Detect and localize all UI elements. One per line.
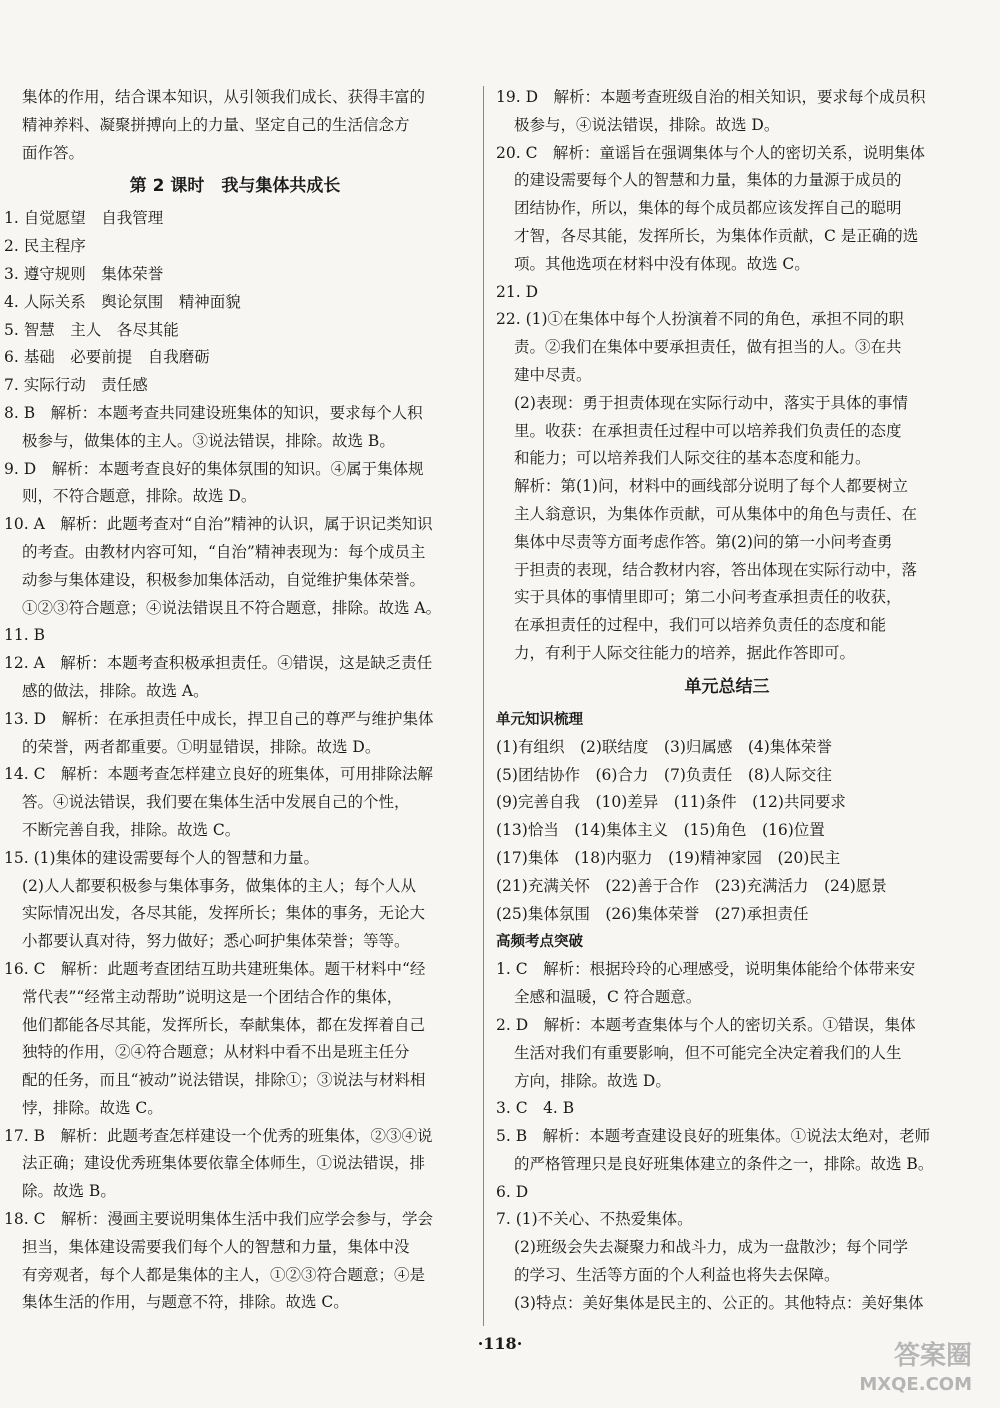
answer-line: 集体生活的作用，与题意不符，排除。故选 C。	[22, 1293, 349, 1312]
answer-line: 的严格管理只是良好班集体建立的条件之一，排除。故选 B。	[514, 1154, 934, 1173]
answer-line: 答。④说法错误，我们要在集体生活中发展自己的个性，	[22, 793, 410, 812]
left-column	[4, 84, 466, 1317]
answer-line: 生活对我们有重要影响，但不可能完全决定着我们的人生	[514, 1043, 902, 1062]
answer-line: 常代表”“经常主动帮助”说明这是一个团结合作的集体，	[22, 987, 403, 1006]
section-heading: 单元总结三	[684, 676, 770, 697]
answer-line: (9)完善自我 (10)差异 (11)条件 (12)共同要求	[496, 793, 846, 812]
answer-line: 8. B 解析：本题考查共同建设班集体的知识，要求每个人积	[4, 403, 423, 422]
answer-line: (17)集体 (18)内驱力 (19)精神家园 (20)民主	[496, 848, 841, 867]
answer-line: 在承担责任的过程中，我们可以培养负责任的态度和能	[514, 616, 887, 635]
answer-line: 2. D 解析：本题考查集体与个人的密切关系。①错误，集体	[496, 1015, 916, 1034]
answer-line: 的学习、生活等方面的个人利益也将失去保障。	[514, 1266, 840, 1285]
subsection-heading: 单元知识梳理	[496, 711, 583, 728]
answer-line: 22. (1)①在集体中每个人扮演着不同的角色，承担不同的职	[496, 310, 905, 329]
answer-line: 14. C 解析：本题考查怎样建立良好的班集体，可用排除法解	[4, 765, 433, 784]
answer-line: 动参与集体建设，积极参加集体活动，自觉维护集体荣誉。	[22, 570, 426, 589]
answer-line: 精神养料、凝聚拼搏向上的力量、坚定自己的生活信念方	[22, 115, 410, 134]
answer-line: 18. C 解析：漫画主要说明集体生活中我们应学会参与，学会	[4, 1210, 433, 1229]
answer-line: 于担责的表现，结合教材内容，答出体现在实际行动中，落	[514, 560, 918, 579]
answer-line: 配的任务，而且“被动”说法错误，排除①；③说法与材料相	[22, 1071, 426, 1090]
answer-line: 感的做法，排除。故选 A。	[22, 681, 209, 700]
answer-line: 面作答。	[22, 143, 85, 162]
answer-line: 里。收获：在承担责任过程中可以培养我们负责任的态度	[514, 421, 902, 440]
answer-line: 5. 智慧 主人 各尽其能	[4, 320, 179, 339]
answer-line: 方向，排除。故选 D。	[514, 1071, 671, 1090]
answer-line: 极参与，④说法错误，排除。故选 D。	[514, 115, 780, 134]
answer-line: 极参与，做集体的主人。③说法错误，排除。故选 B。	[22, 431, 395, 450]
answer-line: 16. C 解析：此题考查团结互助共建班集体。题干材料中“经	[4, 959, 426, 978]
answer-line: 的荣誉，两者都重要。①明显错误，排除。故选 D。	[22, 737, 381, 756]
answer-line: 全感和温暖，C 符合题意。	[514, 988, 702, 1007]
answer-line: 12. A 解析：本题考查积极承担责任。④错误，这是缺乏责任	[4, 654, 433, 673]
answer-line: 则，不符合题意，排除。故选 D。	[22, 487, 257, 506]
answer-line: 和能力；可以培养我们人际交往的基本态度和能力。	[514, 449, 871, 468]
answer-line: 小都要认真对待，努力做好；悉心呵护集体荣誉；等等。	[22, 932, 410, 951]
answer-line: 实际情况出发，各尽其能，发挥所长；集体的事务，无论大	[22, 904, 426, 923]
subsection-heading: 高频考点突破	[496, 934, 583, 951]
answer-line: 1. C 解析：根据玲玲的心理感受，说明集体能给个体带来安	[496, 960, 916, 979]
answer-line: (2)人人都要积极参与集体事务，做集体的主人；每个人从	[22, 876, 416, 895]
answer-line: 11. B	[4, 626, 45, 645]
answer-line: 有旁观者，每个人都是集体的主人，①②③符合题意；④是	[22, 1265, 426, 1284]
watermark-bottom: MXQE.COM	[859, 1374, 972, 1395]
answer-line: 2. 民主程序	[4, 237, 86, 256]
answer-line: 独特的作用，②④符合题意；从材料中看不出是班主任分	[22, 1043, 410, 1062]
section-heading: 第 2 课时 我与集体共成长	[129, 176, 341, 197]
answer-line: 13. D 解析：在承担责任中成长，捍卫自己的尊严与维护集体	[4, 709, 434, 728]
answer-line: 10. A 解析：此题考查对“自治”精神的认识，属于识记类知识	[4, 515, 433, 534]
answer-line: 集体的作用，结合课本知识，从引领我们成长、获得丰富的	[22, 88, 426, 106]
answer-line: 解析：第(1)问，材料中的画线部分说明了每个人都要树立	[514, 477, 908, 496]
answer-line: 实于具体的事情里即可；第二小问考查承担责任的收获，	[514, 588, 902, 607]
answer-line: 9. D 解析：本题考查良好的集体氛围的知识。④属于集体规	[4, 459, 424, 478]
answer-line: 担当，集体建设需要我们每个人的智慧和力量，集体中没	[22, 1237, 410, 1256]
answer-line: ①②③符合题意；④说法错误且不符合题意，排除。故选 A。	[22, 598, 442, 617]
answer-line: (13)恰当 (14)集体主义 (15)角色 (16)位置	[496, 821, 825, 840]
answer-line: 20. C 解析：童谣旨在强调集体与个人的密切关系，说明集体	[496, 143, 925, 162]
answer-line: 7. (1)不关心、不热爱集体。	[496, 1210, 693, 1229]
answer-line: 7. 实际行动 责任感	[4, 376, 148, 395]
answer-line: (3)特点：美好集体是民主的、公正的。其他特点：美好集体	[514, 1293, 924, 1312]
answer-line: 3. 遵守规则 集体荣誉	[4, 264, 164, 283]
answer-line: 15. (1)集体的建设需要每个人的智慧和力量。	[4, 848, 320, 867]
answer-line: 6. D	[496, 1182, 529, 1201]
answer-line: 3. C 4. B	[496, 1099, 575, 1118]
answer-line: 责。②我们在集体中要承担责任，做有担当的人。③在共	[514, 338, 902, 357]
answer-line: 力，有利于人际交往能力的培养，据此作答即可。	[514, 643, 856, 662]
right-column	[496, 84, 958, 1318]
answer-line: 法正确；建设优秀班集体要依靠全体师生，①说法错误，排	[22, 1154, 426, 1173]
answer-line: 4. 人际关系 舆论氛围 精神面貌	[4, 292, 241, 311]
answer-line: 他们都能各尽其能，发挥所长，奉献集体，都在发挥着自己	[22, 1015, 426, 1034]
answer-line: 的建设需要每个人的智慧和力量，集体的力量源于成员的	[514, 171, 902, 190]
answer-line: 悖，排除。故选 C。	[22, 1098, 163, 1117]
answer-line: 团结协作，所以，集体的每个成员都应该发挥自己的聪明	[514, 199, 902, 218]
answer-line: (1)有组织 (2)联结度 (3)归属感 (4)集体荣誉	[496, 737, 832, 756]
answer-line: 1. 自觉愿望 自我管理	[4, 209, 164, 228]
answer-line: (2)表现：勇于担责体现在实际行动中，落实于具体的事情	[514, 393, 908, 412]
answer-line: 建中尽责。	[514, 365, 592, 384]
answer-line: 17. B 解析：此题考查怎样建设一个优秀的班集体，②③④说	[4, 1126, 433, 1145]
answer-line: 6. 基础 必要前提 自我磨砺	[4, 348, 210, 367]
answer-line: 除。故选 B。	[22, 1182, 116, 1201]
answer-line: (5)团结协作 (6)合力 (7)负责任 (8)人际交往	[496, 765, 832, 784]
page-number: ·118·	[477, 1334, 523, 1353]
answer-line: 21. D	[496, 282, 539, 301]
answer-line: 集体中尽责等方面考虑作答。第(2)问的第一小问考查勇	[514, 532, 893, 551]
answer-line: 项。其他选项在材料中没有体现。故选 C。	[514, 254, 810, 273]
watermark-logo	[802, 1328, 982, 1398]
answer-line: 才智，各尽其能，发挥所长，为集体作贡献，C 是正确的选	[514, 226, 919, 245]
answer-line: 的考查。由教材内容可知，“自治”精神表现为：每个成员主	[22, 542, 426, 561]
answer-line: 5. B 解析：本题考查建设良好的班集体。①说法太绝对，老师	[496, 1127, 931, 1146]
column-divider	[483, 86, 484, 1326]
answer-line: (25)集体氛围 (26)集体荣誉 (27)承担责任	[496, 904, 809, 923]
answer-line: 不断完善自我，排除。故选 C。	[22, 820, 241, 839]
answer-line: 19. D 解析：本题考查班级自治的相关知识，要求每个成员积	[496, 88, 926, 106]
answer-line: 主人翁意识，为集体作贡献，可从集体中的角色与责任、在	[514, 504, 918, 523]
answer-line: (21)充满关怀 (22)善于合作 (23)充满活力 (24)愿景	[496, 876, 887, 895]
answer-line: (2)班级会失去凝聚力和战斗力，成为一盘散沙；每个同学	[514, 1238, 908, 1257]
watermark-top: 答案圈	[893, 1341, 972, 1371]
